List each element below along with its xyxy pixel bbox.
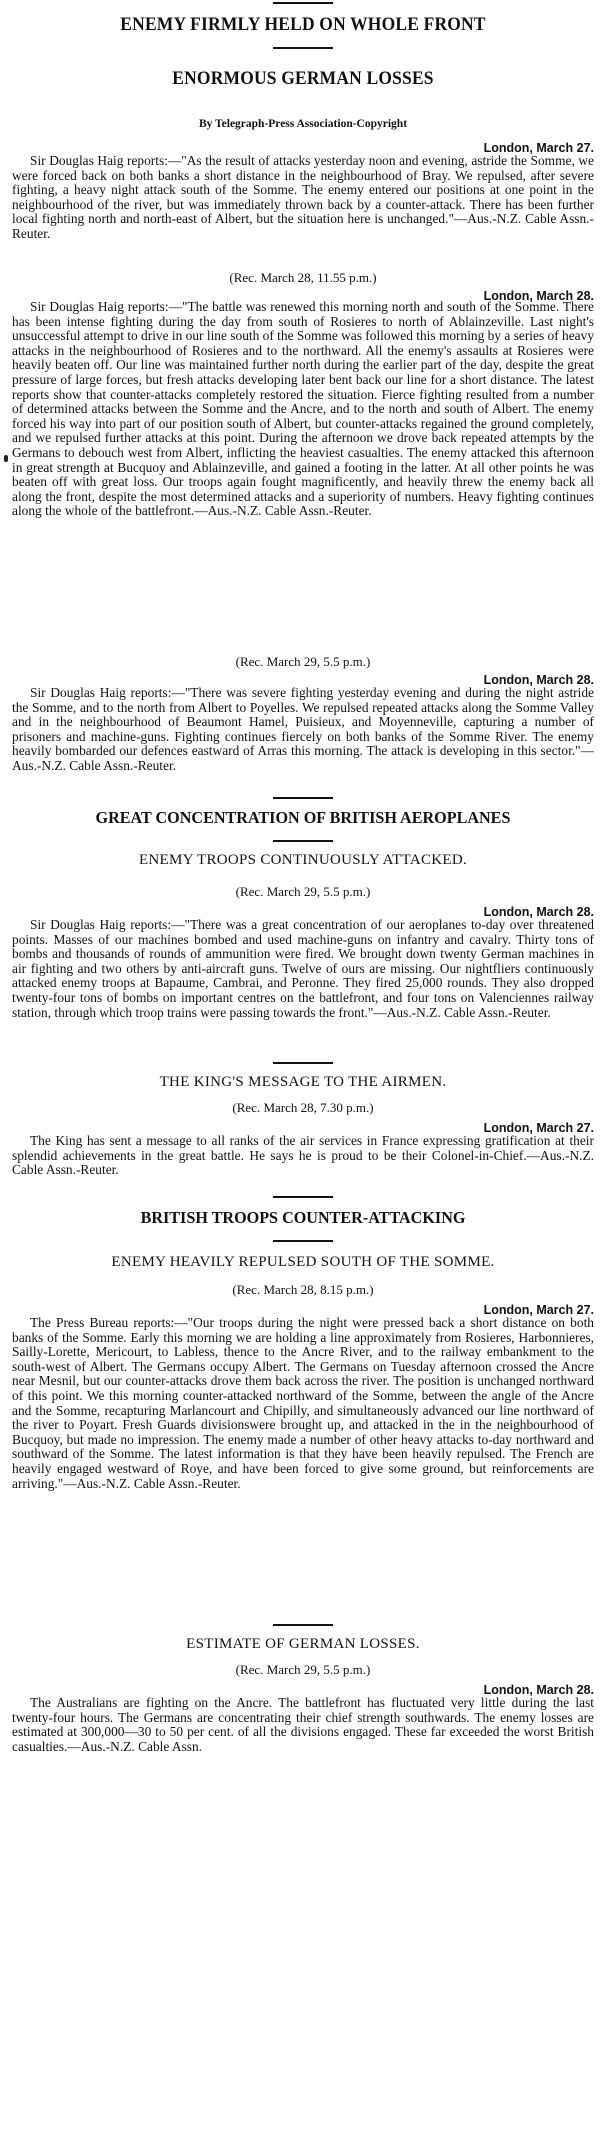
received-stamp: (Rec. March 29, 5.5 p.m.) [235, 654, 371, 669]
received-stamp: (Rec. March 28, 7.30 p.m.) [232, 1100, 374, 1115]
print-speck [4, 455, 8, 462]
received-stamp: (Rec. March 28, 11.55 p.m.) [229, 270, 377, 285]
dateline-text: London, March 27. [483, 1303, 594, 1317]
subheadline-repulsed: ENEMY HEAVILY REPULSED SOUTH OF THE SOMME. [111, 1254, 495, 1270]
divider [273, 840, 333, 842]
dateline-text: London, March 28. [483, 673, 594, 687]
dateline-text: London, March 27. [483, 141, 594, 155]
divider [273, 47, 333, 49]
article-paragraph: The King has sent a message to all ranks of the air services in France expressing gratification at their splendid achievements in the great battle. He says he is proud to be their Colonel-in-Chief.—Aus.-N.Z. Cable Assn.-Reuter. [12, 1133, 594, 1178]
dateline-text: London, March 28. [483, 905, 594, 919]
headline-counter-attacking: BRITISH TROOPS COUNTER-ATTACKING [140, 1208, 466, 1227]
article-paragraph: Sir Douglas Haig reports:—"As the result of attacks yesterday noon and evening, astride the Somme, we were forced back on both banks a short distance in the neighbourhood of Bray. We repulsed, after severe fighting, a heavy night attack south of the Somme. The enemy entered our positions at one point in the neighbourhood of the river, but was immediately thrown back by a counter-attack. There has been further local fighting north and north-east of Albert, but the situation here is unchanged."—Aus.-N.Z. Cable Assn.-Reuter. [12, 153, 594, 241]
divider [273, 1196, 333, 1198]
divider [273, 1240, 333, 1242]
headline-main: ENEMY FIRMLY HELD ON WHOLE FRONT [120, 14, 486, 35]
received-stamp: (Rec. March 29, 5.5 p.m.) [235, 1662, 371, 1677]
headline-kings-message: THE KING'S MESSAGE TO THE AIRMEN. [159, 1074, 447, 1090]
received-stamp: (Rec. March 28, 8.15 p.m.) [232, 1282, 374, 1297]
received-stamp: (Rec. March 29, 5.5 p.m.) [235, 884, 371, 899]
press-credit: By Telegraph-Press Association-Copyright [198, 118, 408, 130]
dateline-text: London, March 28. [483, 1683, 594, 1697]
headline-aeroplanes: GREAT CONCENTRATION OF BRITISH AEROPLANES [95, 808, 511, 827]
divider [273, 797, 333, 799]
headline-sub: ENORMOUS GERMAN LOSSES [172, 68, 434, 89]
article-paragraph: The Australians are fighting on the Ancre. The battlefront has fluctuated very little during the last twenty-four hours. The Germans are concentrating their chief strength southwards. The enemy losses are estimated at 300,000—30 to 50 per cent. of all the divisions engaged. These far exceeded the worst British casualties.—Aus.-N.Z. Cable Assn. [12, 1695, 594, 1754]
divider [273, 1062, 333, 1064]
dateline-text: London, March 27. [483, 1121, 594, 1135]
article-paragraph: Sir Douglas Haig reports:—"The battle was renewed this morning north and south of the Somme. There has been intense fighting during the day from south of Rosieres to north of Ablainzeville. Last night's unsuccessful attempt to drive in our line south of the Somme was followed this morning by a series of heavy attacks in the neighbourhood of Rosieres and to the northward. All the enemy's assaults at Rosieres were heavily beaten off. Our line was maintained further north during the earlier part of the day, despite the great pressure of large forces, but fresh attacks developing later bent back our line for a short distance. The latest reports show that counter-attacks completely restored the situation. Fierce fighting resulted from a number of determined attacks between the Somme and the Ancre, and to the north and south of Albert. The enemy forced his way into part of our position south of Albert, but counter-attacks regained the ground completely, and we repulsed further attacks at this point. During the afternoon we drove back repeated attempts by the Germans to debouch west from Albert, inflicting the heaviest casualties. The enemy attacked this afternoon in great strength at Bucquoy and Ablainzeville, and gained a footing in the latter. At all other points he was beaten off with great loss. Our troops again fought magnificently, and heavily threw the enemy back all along the front, despite the most determined attacks and a superiority of numbers. Heavy fighting continues along the whole of the battlefront.—Aus.-N.Z. Cable Assn.-Reuter. [12, 299, 595, 519]
headline-estimate-losses: ESTIMATE OF GERMAN LOSSES. [186, 1636, 420, 1652]
article-paragraph: The Press Bureau reports:—"Our troops during the night were pressed back a short distance on both banks of the Somme. Early this morning we are holding a line approximately from Rosieres, Harbonnieres, Sailly-Lorette, Mericourt, to Labless, thence to the Ancre River, and to the railway embankment to the south-west of Albert. The Germans occupy Albert. The Germans on Tuesday afternoon crossed the Ancre near Mesnil, but our counter-attacks drove them back across the river. The position is unchanged northward of this point. We this morning counter-attacked northward of the Somme, between the angle of the Ancre and the Somme, recapturing Marlancourt and Chipilly, and simultaneously advanced our line northward of the river to Poyart. Fresh Guards divisionswere brought up, and attacked in the in the neighbourhood of Bucquoy, but made no impression. The enemy made a number of other heavy attacks to-day northward and southward of the Somme. The latest information is that they have been heavily repulsed. The French are heavily engaged westward of Roye, and have been forced to give some ground, but reinforcements are arriving."—Aus.-N.Z. Cable Assn.-Reuter. [12, 1315, 594, 1491]
dateline-text: London, March 28. [483, 289, 594, 303]
subheadline-aeroplanes: ENEMY TROOPS CONTINUOUSLY ATTACKED. [138, 852, 468, 868]
divider [273, 1624, 333, 1626]
article-paragraph: Sir Douglas Haig reports:—"There was a great concentration of our aeroplanes to-day over threatened points. Masses of our machines bombed and used machine-guns on infantry and cavalry. Thirty tons of bombs and thousands of rounds of ammunition were fired. We brought down twenty German machines in air fighting and two others by anti-aircraft guns. Twelve of ours are missing. Our nightfliers continuously attacked enemy troops at Bapaume, Cambrai, and Peronne. They fired 25,000 rounds. They also dropped twenty-four tons of bombs on important centres on the battlefront, and four tons on Valenciennes railway station, through which troop trains were passing towards the front."—Aus.-N.Z. Cable Assn.-Reuter. [12, 917, 594, 1020]
top-rule [273, 2, 333, 4]
article-paragraph: Sir Douglas Haig reports:—"There was severe fighting yesterday evening and during the night astride the Somme, and to the north from Albert to Poyelles. We repulsed repeated attacks along the Somme Valley and in the neighbourhood of Beaumont Hamel, Puisieux, and Moyenneville, capturing a number of prisoners and machine-guns. Fighting continues fiercely on both banks of the Somme River. The enemy heavily bombarded our defences eastward of Arras this morning. The attack is developing in this sector."—Aus.-N.Z. Cable Assn.-Reuter. [12, 685, 594, 773]
